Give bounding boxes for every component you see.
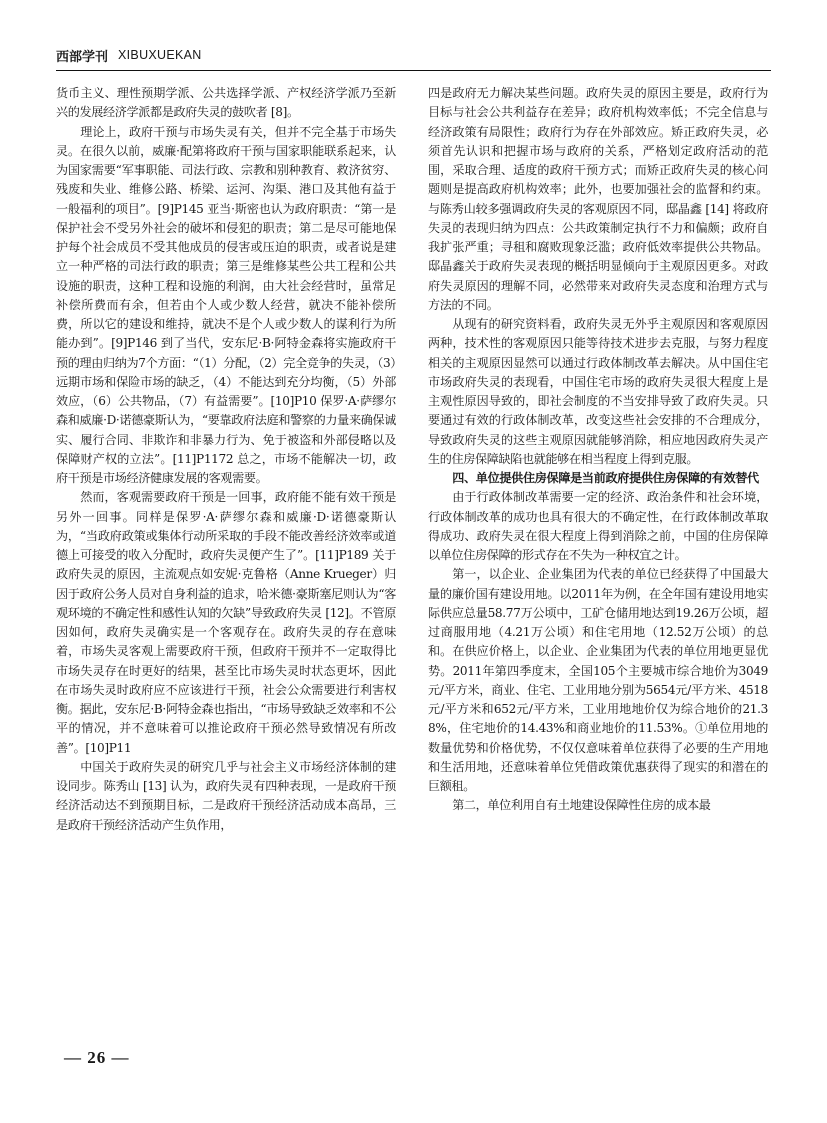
paragraph: 中国关于政府失灵的研究几乎与社会主义市场经济体制的建设同步。陈秀山 [13] 认为，政府失灵有四种表现，一是政府干预经济活动达不到预期目标，二是政府干预经济活动成本高昂，三是政府干预经济活动产生负作用， <box>56 759 396 832</box>
paragraph: 理论上，政府干预与市场失灵有关，但并不完全基于市场失灵。在很久以前，威廉·配第将政府干预与国家职能联系起来，认为国家需要“军事职能、司法行政、宗教和别种教育、救济贫穷、残废和失业、维修公路、桥梁、运河、沟渠、港口及其他有益于一般福利的项目”。[9]P145 亚当·斯密也认为政府职责：“第一是保护社会不受另外社会的破坏和侵犯的职责；第二是尽可能地保护每个社会成员不受其他成员的侵害或压迫的职责，或者说是建立一种严格的司法行政的职责；第三是维修某些公共工程和公共设施的职责，这种工程和设施的利润，由大社会经营时，虽常足补偿所费而有余，但若由个人或少数人经营，就决不能补偿所费，所以它的建设和维持，就决不是个人或少数人的谋利行为所能办到”。[9]P146 到了当代，安东尼·B·阿特金森将实施政府干预的理由归纳为7个方面：“（1）分配，（2）完全竞争的失灵，（3）远期市场和保险市场的缺乏，（4）不能达到充分均衡，（5）外部效应，（6）公共物品，（7）有益需要”。[10]P10 保罗·A·萨缪尔森和威廉·D·诺德豪斯认为，“要靠政府法庭和警察的力量来确保诚实、履行合同、非欺诈和非暴力行为、免于被盗和外部侵略以及保障财产权的立法”。[11]P1172 总之，市场不能解决一切，政府干预是市场经济健康发展的客观需要。 <box>56 124 396 485</box>
journal-name-cn: 西部学刊 <box>56 49 109 65</box>
paragraph: 第二，单位利用自有土地建设保障性住房的成本最 <box>452 798 711 813</box>
paragraph: 由于行政体制改革需要一定的经济、政治条件和社会环境，行政体制改革的成功也具有很大的不确定性，在行政体制改革取得成功、政府失灵在很大程度上得到消除之前，中国的住房保障以单位住房保障的形式存在不失为一种权宜之计。 <box>428 490 768 562</box>
paragraph: 然而，客观需要政府干预是一回事，政府能不能有效干预是另外一回事。同样是保罗·A·萨缪尔森和威廉·D·诺德豪斯认为，“当政府政策或集体行动所采取的手段不能改善经济效率或道德上可接受的收入分配时，政府失灵便产生了”。[11]P189 关于政府失灵的原因，主流观点如安妮·克鲁格（Anne Krueger）归因于政府公务人员对自身利益的追求，哈米德·豪斯塞尼则认为“客观环境的不确定性和感性认知的欠缺”导致政府失灵 [12]。不管原因如何，政府失灵确实是一个客观存在。政府失灵的存在意味着，市场失灵客观上需要政府干预，但政府干预并不一定取得比市场失灵存在时更好的结果，甚至比市场失灵时状态更坏，因此在市场失灵时政府应不应该进行干预，社会公众需要进行利害权衡。据此，安东尼·B·阿特金森也指出，“市场导致缺乏效率和不公平的情况，并不意味着可以推论政府干预必然导致情况有所改善”。[10]P11 <box>56 490 396 755</box>
paragraph: 四是政府无力解决某些问题。政府失灵的原因主要是，政府行为目标与社会公共利益存在差异；政府机构效率低；不完全信息与经济政策有局限性；政府行为存在外部效应。矫正政府失灵，必须首先认识和把握市场与政府的关系，严格划定政府活动的范围，采取合理、适度的政府干预方式；而矫正政府失灵的核心问题则是提高政府机构效率；此外，也要加强社会的监督和约束。与陈秀山较多强调政府失灵的客观原因不同，邸晶鑫 [14] 将政府失灵的表现归纳为四点：公共政策制定执行不力和偏颇；政府自我扩张严重；寻租和腐败现象泛滥；政府低效率提供公共物品。邸晶鑫关于政府失灵表现的概括明显倾向于主观原因更多。对政府失灵原因的理解不同，必然带来对政府失灵态度和治理方式与方法的不同。 <box>428 86 768 312</box>
page-number: — 26 — <box>64 1048 130 1067</box>
left-column <box>56 84 396 1034</box>
paragraph: 从现有的研究资料看，政府失灵无外乎主观原因和客观原因两种，技术性的客观原因只能等待技术进步去克服，与努力程度相关的主观原因显然可以通过行政体制改革去解决。从中国住宅市场政府失灵的表现看，中国住宅市场的政府失灵很大程度上是主观性原因导致的，即社会制度的不当安排导致了政府失灵。只要通过有效的行政体制改革，改变这些社会安排的不合理成分，导致政府失灵的这些主观原因就能够消除，相应地因政府失灵产生的住房保障缺陷也就能够在相当程度上得到克服。 <box>428 317 768 466</box>
journal-name-en: XIBUXUEKAN <box>118 48 202 62</box>
running-header <box>56 40 771 70</box>
right-column <box>428 84 768 1034</box>
header-rule <box>56 70 771 71</box>
paragraph: 货币主义、理性预期学派、公共选择学派、产权经济学派乃至新兴的发展经济学派都是政府失灵的鼓吹者 [8]。 <box>56 86 396 120</box>
paragraph: 第一，以企业、企业集团为代表的单位已经获得了中国最大量的廉价国有建设用地。以2011年为例，在全年国有建设用地实际供应总量58.77万公顷中，工矿仓储用地达到19.26万公顷，超过商服用地（4.21万公顷）和住宅用地（12.52万公顷）的总和。在供应价格上，以企业、企业集团为代表的单位用地更显优势。2011年第四季度末，全国105个主要城市综合地价为3049元/平方米，商业、住宅、工业用地分别为5654元/平方米、4518元/平方米和652元/平方米，工业用地地价仅为综合地价的21.38%，住宅地价的14.43%和商业地价的11.53%。①单位用地的数量优势和价格优势，不仅仅意味着单位获得了必要的生产用地和生活用地，还意味着单位凭借政策优惠获得了现实的和潜在的巨额租。 <box>428 567 768 793</box>
section-heading: 四、单位提供住房保障是当前政府提供住房保障的有效替代 <box>452 471 759 485</box>
